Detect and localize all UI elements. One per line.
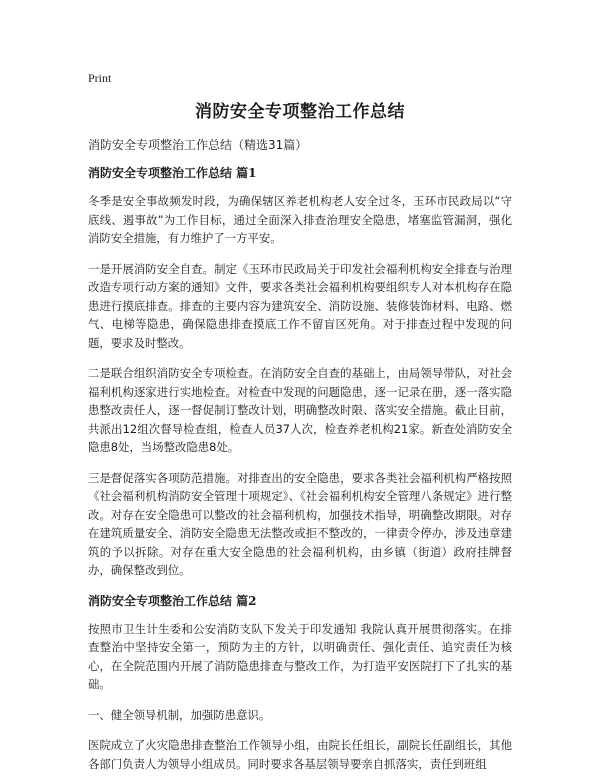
paragraph: 医院成立了火灾隐患排查整治工作领导小组，由院长任组长，副院长任副组长，其他各部门负责人为领导小组成员。同时要求各基层领导要亲自抓落实，责任到班组 (88, 738, 512, 771)
page-title: 消防安全专项整治工作总结 (195, 102, 405, 122)
paragraph: 一是开展消防安全自查。制定《玉环市民政局关于印发社会福利机构安全排查与治理改造专项行动方案的通知》文件，要求各类社会福利机构要组织专人对本机构存在隐患进行摸底排查。排查的主要内容为建筑安全、消防设施、装修装饰材料、电路、燃气、电梯等隐患，确保隐患排查摸底工作不留盲区死角。对于排查过程中发现的问题，要求及时整改。 (88, 261, 512, 350)
subtitle: 消防安全专项整治工作总结（精选31篇） (88, 138, 308, 152)
paragraph: 按照市卫生计生委和公安消防支队下发关于印发通知 我院认真开展贯彻落实。在排查整治中坚持安全第一，预防为主的方针，以明确责任、强化责任、追究责任为核心，在全院范围内开展了消防隐患排查与整改工作，为打造平安医院打下了扎实的基础。 (88, 621, 512, 691)
paragraph: 一、健全领导机制，加强防患意识。 (88, 707, 271, 722)
paragraph: 冬季是安全事故频发时段，为确保辖区养老机构老人安全过冬，玉环市民政局以“守底线、遏事故”为工作目标，通过全面深入排查治理安全隐患，堵塞监管漏洞，强化消防安全措施，有力维护了一方平安。 (88, 194, 512, 245)
section-heading: 消防安全专项整治工作总结 篇2 (88, 593, 257, 608)
section-heading: 消防安全专项整治工作总结 篇1 (88, 166, 257, 180)
paragraph: 三是督促落实各项防范措施。对排查出的安全隐患，要求各类社会福利机构严格按照《社会福利机构消防安全管理十项规定》、《社会福利机构安全管理八条规定》进行整改。对存在安全隐患可以整改的社会福利机构，加强技术指导，明确整改期限。对存在建筑质量安全、消防安全隐患无法整改或拒不整改的，一律责令停办，涉及违章建筑的予以拆除。对存在重大安全隐患的社会福利机构，由乡镇（街道）政府挂牌督办，确保整改到位。 (88, 470, 512, 577)
section-2 (88, 592, 512, 774)
paragraph: 二是联合组织消防安全专项检查。在消防安全自查的基础上，由局领导带队，对社会福利机构逐家进行实地检查。对检查中发现的问题隐患，逐一记录在册，逐一落实隐患整改责任人，逐一督促制订整改计划，明确整改时限、落实安全措施。截止目前，共派出12组次督导检查组，检查人员37人次，检查养老机构21家。新查处消防安全隐患8处，当场整改隐患8处。 (88, 366, 512, 454)
section-1 (88, 164, 512, 580)
print-link[interactable]: Print (88, 71, 112, 85)
